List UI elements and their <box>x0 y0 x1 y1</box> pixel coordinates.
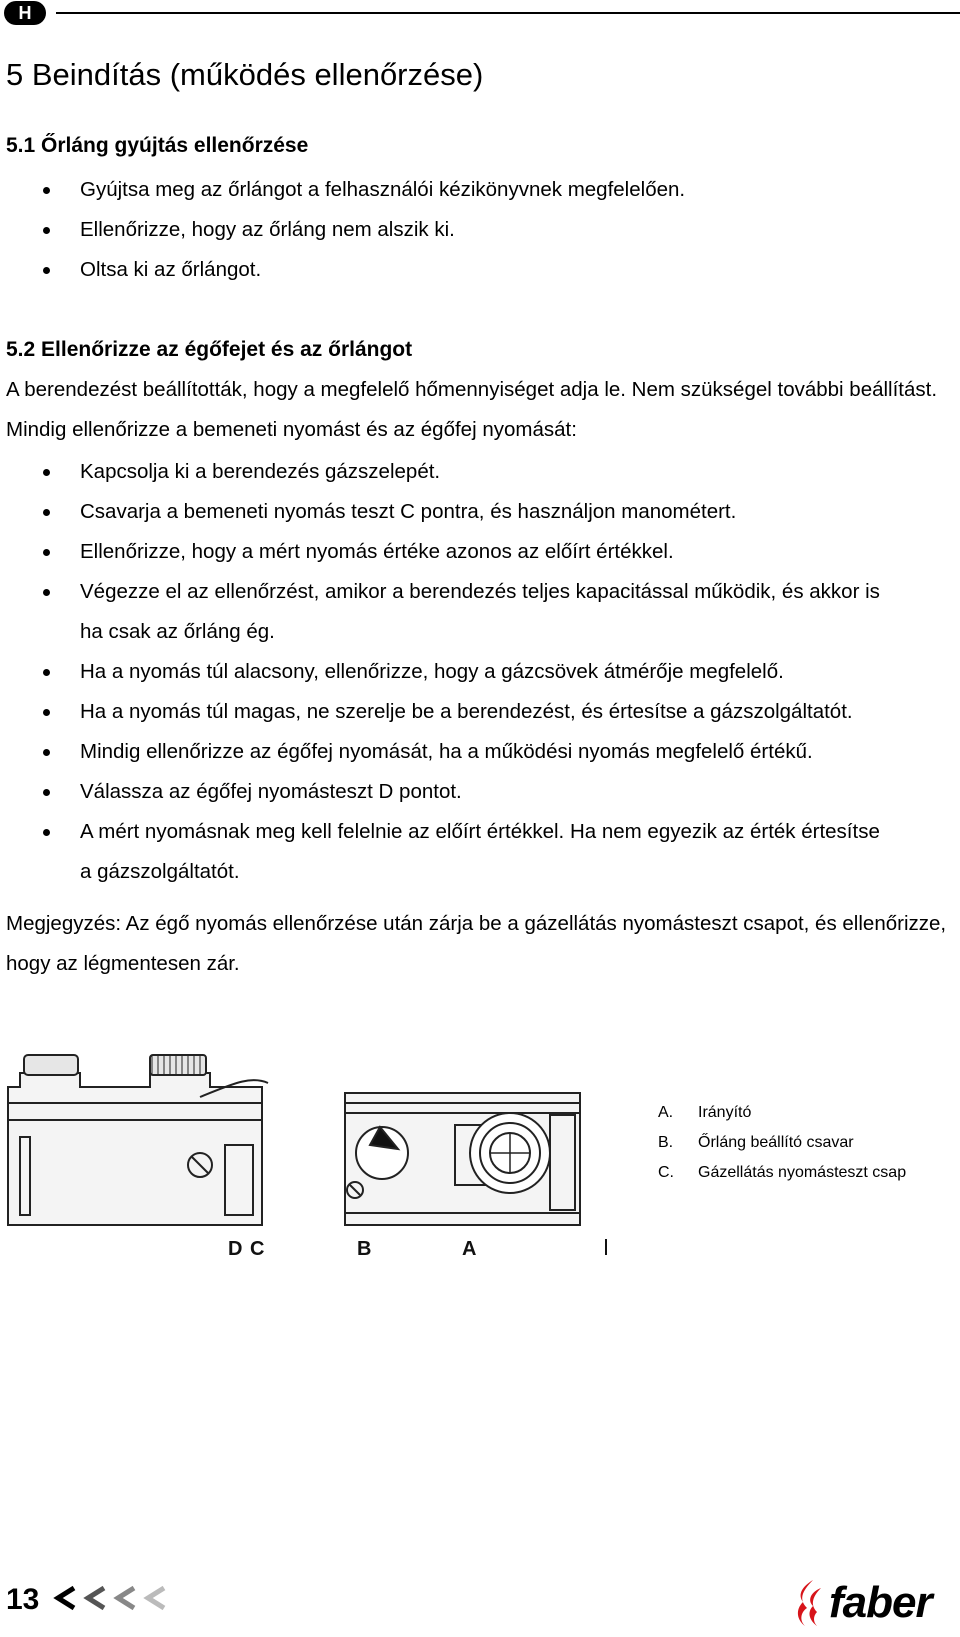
list-item: Végezze el az ellenőrzést, amikor a berendezés teljes kapacitással működik, és akkor is ha csak az őrláng ég. <box>0 572 950 652</box>
label-c: C <box>250 1238 265 1255</box>
section-heading-5-1: 5.1 Őrláng gyújtás ellenőrzése <box>6 134 309 157</box>
list-item: Ellenőrizze, hogy a mért nyomás értéke azonos az előírt értékkel. <box>0 532 950 572</box>
legend-item: A. Irányító <box>658 1104 752 1121</box>
gas-valve-drawing <box>0 1045 620 1255</box>
language-badge: H <box>4 1 46 25</box>
section-5-2-intro: A berendezést beállították, hogy a megfelelő hőmennyiséget adja le. Nem szükségel további beállítást. Mindig ellenőrizze a bemeneti nyomást és az égőfej nyomását: <box>6 378 938 441</box>
label-a: A <box>462 1238 477 1255</box>
logo-text: faber <box>829 1578 932 1627</box>
flame-icon <box>795 1578 827 1628</box>
list-item: Kapcsolja ki a berendezés gázszelepét. <box>0 452 950 492</box>
section-5-2-list <box>0 452 950 892</box>
list-item: Ha a nyomás túl alacsony, ellenőrizze, hogy a gázcsövek átmérője megfelelő. <box>0 652 950 692</box>
label-b: B <box>357 1238 372 1255</box>
legend-item: B. Őrláng beállító csavar <box>658 1134 854 1151</box>
list-item: Oltsa ki az őrlángot. <box>0 250 950 290</box>
page-number: 13 <box>6 1583 40 1616</box>
list-item: Válassza az égőfej nyomásteszt D pontot. <box>0 772 950 812</box>
list-item: Gyújtsa meg az őrlángot a felhasználói kézikönyvnek megfelelően. <box>0 170 950 210</box>
header-rule <box>56 12 960 14</box>
figure-legend <box>658 1098 906 1188</box>
label-d: D <box>228 1238 243 1255</box>
section-heading-5-2: 5.2 Ellenőrizze az égőfejet és az őrlángot <box>6 338 413 361</box>
list-item: Csavarja a bemeneti nyomás teszt C pontra, és használjon manométert. <box>0 492 950 532</box>
chevrons-icon <box>50 1580 180 1616</box>
list-item: Mindig ellenőrizze az égőfej nyomását, ha a működési nyomás megfelelő értékű. <box>0 732 950 772</box>
list-item: Ellenőrizze, hogy az őrláng nem alszik ki. <box>0 210 950 250</box>
faber-logo <box>795 1578 932 1628</box>
list-item: A mért nyomásnak meg kell felelnie az előírt értékkel. Ha nem egyezik az érték értesítse a gázszolgáltatót. <box>0 812 950 892</box>
legend-item: C. Gázellátás nyomásteszt csap <box>658 1164 907 1181</box>
page-title: 5 Beindítás (működés ellenőrzése) <box>6 57 484 92</box>
list-item: Ha a nyomás túl magas, ne szerelje be a berendezést, és értesítse a gázszolgáltatót. <box>0 692 950 732</box>
section-5-1-list <box>0 170 950 290</box>
note-paragraph: Megjegyzés: Az égő nyomás ellenőrzése után zárja be a gázellátás nyomásteszt csapot, és ellenőrizze, hogy az légmentesen zár. <box>6 912 947 975</box>
